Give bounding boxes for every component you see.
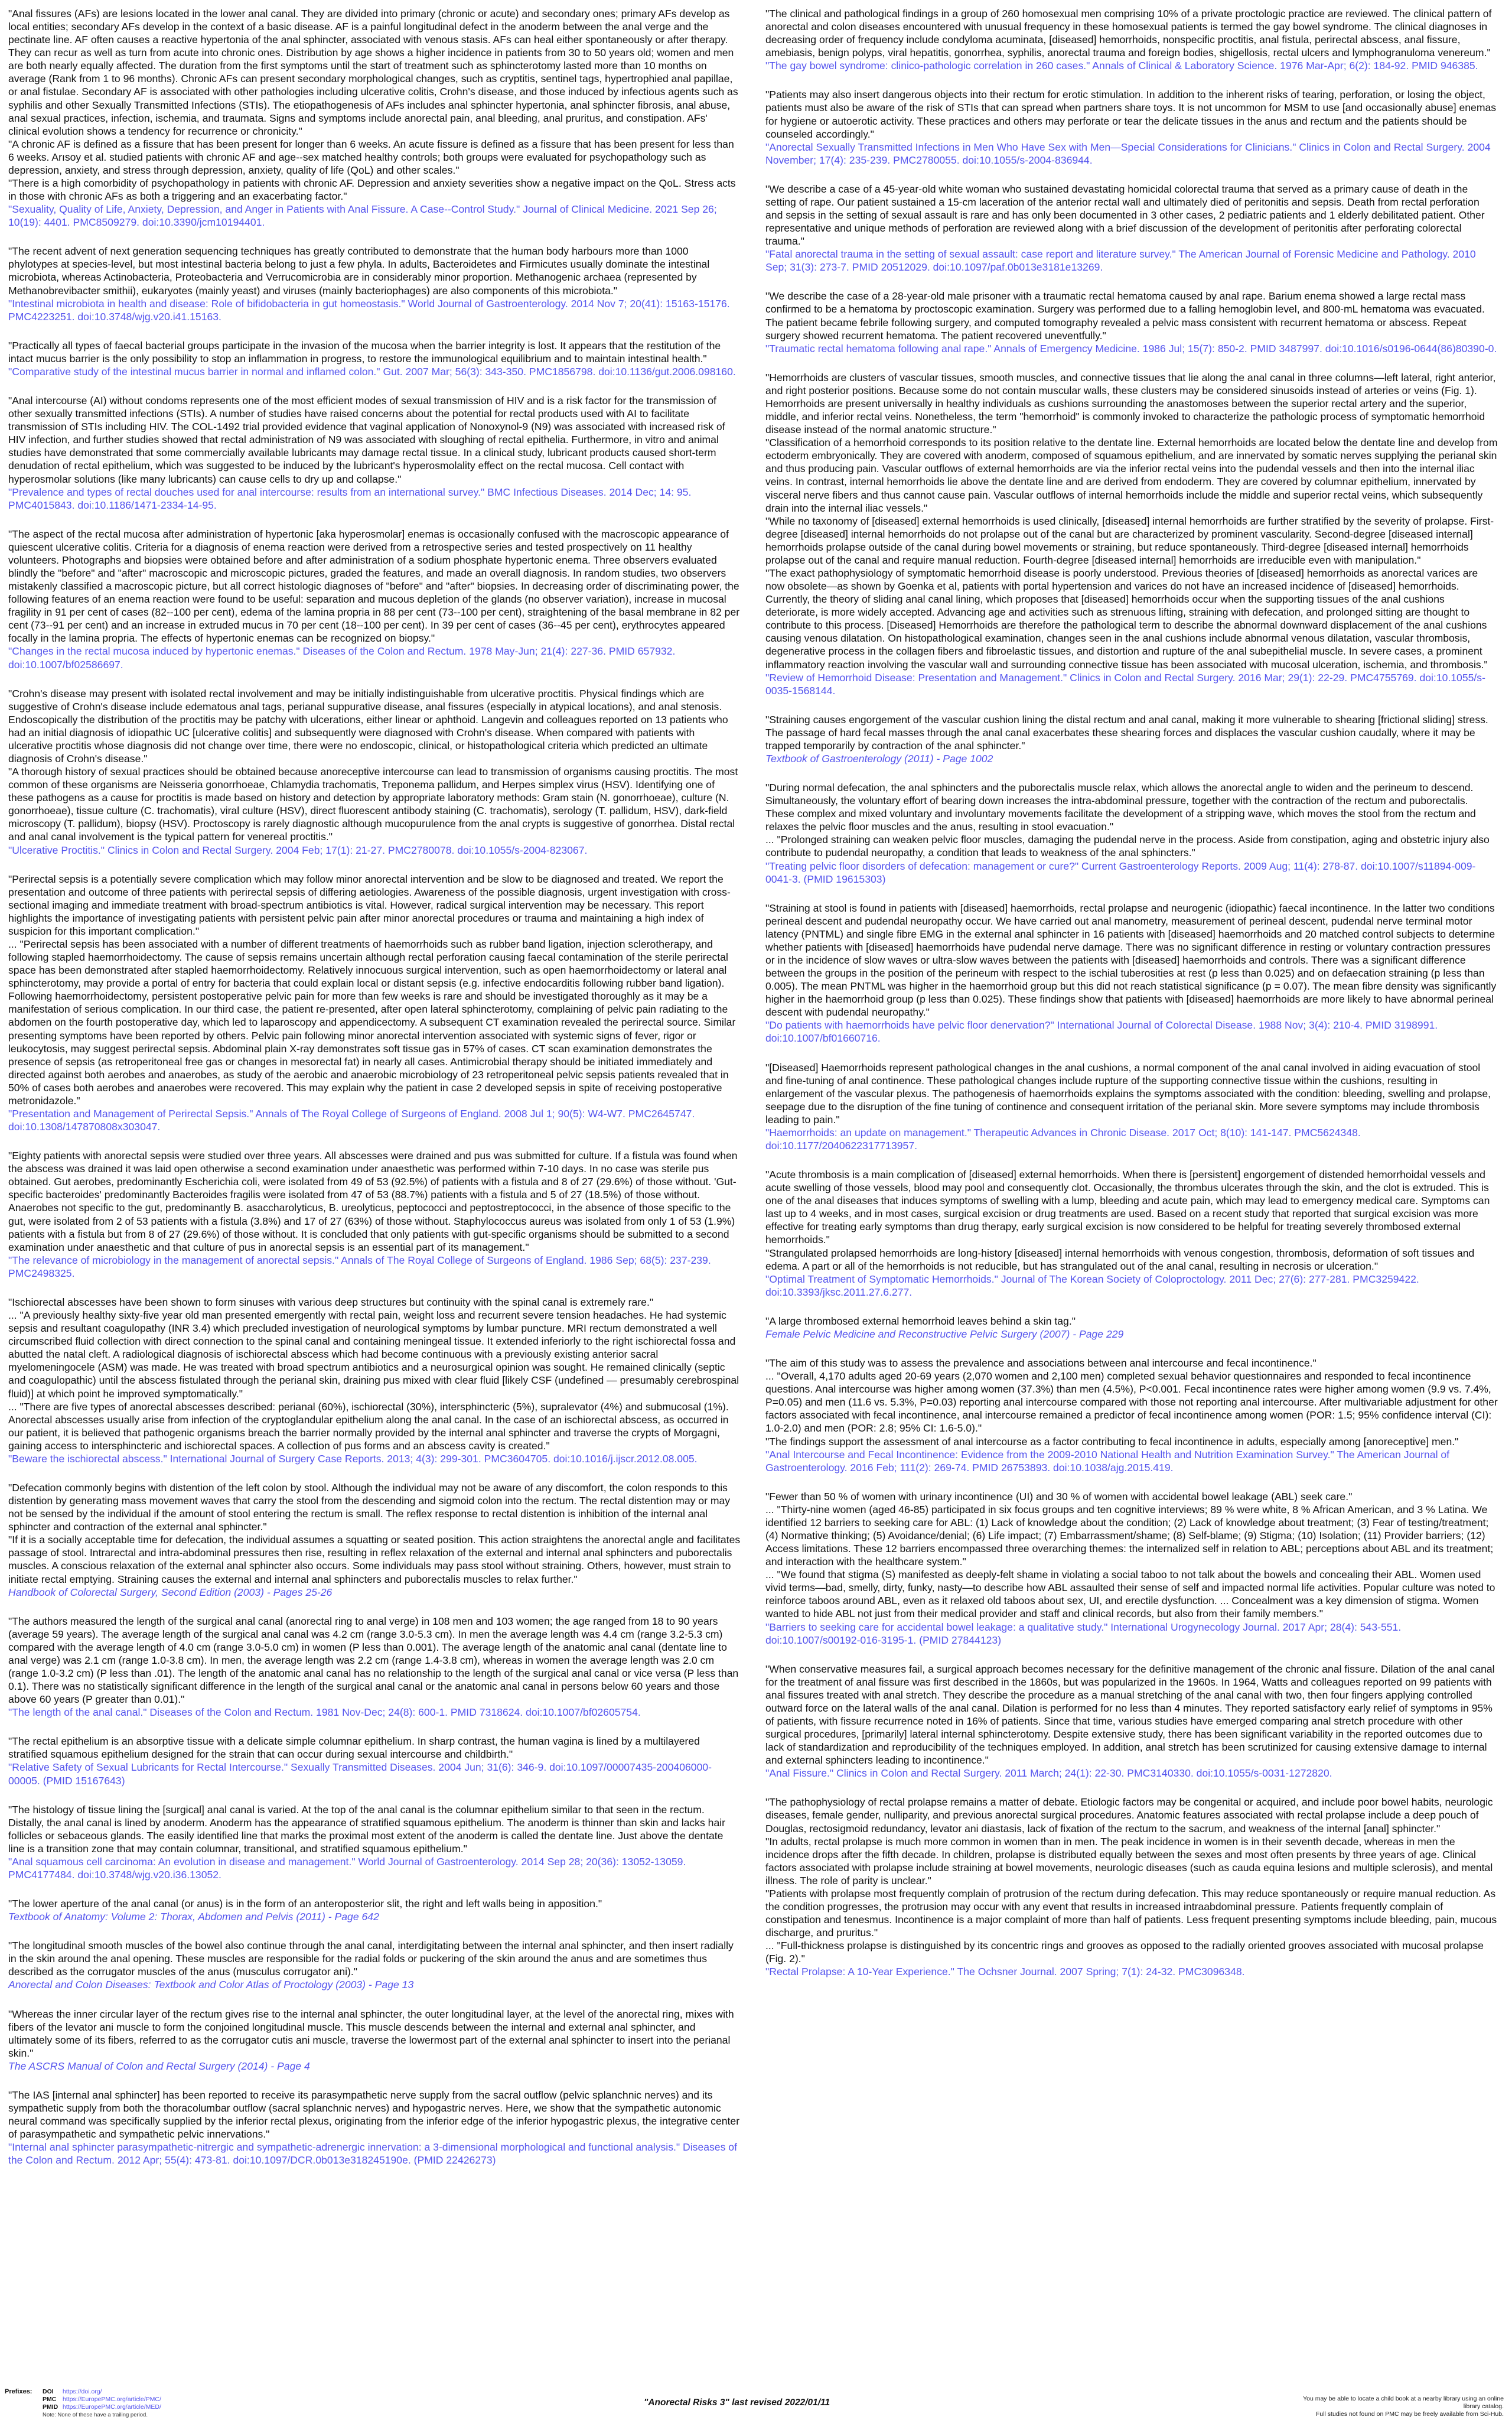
quote-entry (765, 183, 1498, 274)
quote-entry (8, 1735, 741, 1787)
citation-link[interactable]: "Comparative study of the intestinal mucus barrier in normal and inflamed colon." Gut. 2007 Mar; 56(3): 343-350. PMC1856798. doi:10.1136/gut.2006.098160. (8, 365, 736, 378)
quote-entry (765, 1357, 1498, 1474)
quote-paragraph: "The rectal epithelium is an absorptive tissue with a delicate simple columnar epithelium. In sharp contrast, the human vagina is lined by a multilayered stratified squamous epithelium designed for the strain that can occur during sexual intercourse and childbirth." (8, 1735, 700, 1761)
quote-paragraph: "The clinical and pathological findings in a group of 260 homosexual men comprising 10% of a private proctologic practice are reviewed. The clinical pattern of anorectal and colon diseases encountered with unusual frequency in these homosexual patients is termed the gay bowel syndrome. The clinical diagnoses in decreasing order of frequency include condyloma acuminata, [diseased] hemorrhoids, nonspecific proctitis, anal fistula, perirectal abscess, anal fissure, amebiasis, benign polyps, viral hepatitis, gonorrhea, syphilis, anorectal trauma and foreign bodies, shigellosis, rectal ulcers and lymphogranuloma venereum." (765, 8, 1492, 59)
document-title: "Anorectal Risks 3" last revised 2022/01/11 (644, 2398, 830, 2408)
quote-entry (765, 1490, 1498, 1647)
quote-entry (8, 394, 741, 512)
quote-entry (8, 1897, 741, 1923)
quote-paragraph: "We describe the case of a 28-year-old male prisoner with a traumatic rectal hematoma caused by anal rape. Barium enema showed a large rectal mass confirmed to be a hematoma by proctoscopic examination. Surgery was performed due to a falling hemoglobin level, and 800-mL hematoma was evacuated. The patient became febrile following surgery, and computed tomography revealed a pelvic mass consistent with recurrent hematoma or abscess. Repeat surgery showed recurrent hematoma. The patient recovered uneventfully." (765, 290, 1485, 341)
quote-paragraph: "The aspect of the rectal mucosa after administration of hypertonic [aka hyperosmolar] enemas is occasionally confused with the macroscopic appearance of quiescent ulcerative colitis. Criteria for a diagnosis of enema reaction were derived from a retrospective series and tested prospectively on 11 healthy volunteers. Photographs and biopsies were obtained before and after administration of a sodium phosphate hypertonic enema. Three observers evaluated blindly the "before" and "after" macroscopic and microscopic pictures, graded the features, and made an overall diagnosis. In random studies, two observers mistakenly classified a macroscopic picture, but all correct histologic diagnoses of "before" and "after" biopsies. In decreasing order of discriminating power, the following features of an enema reaction were found to be useful: separation and mucous depletion of the glands (no observer variation), increase in mucosal fragility in 91 per cent of cases (82--100 per cent), edema of the lamina propria in 88 per cent (73--100 per cent), straightening of the basal membrane in 82 per cent (73--91 per cent) and an increase in extruded mucus in 70 per cent (18--100 per cent). In 39 per cent of cases (36--45 per cent), erythrocytes appeared focally in the lamina propria. The effects of hypertonic enemas can be recognized on biopsy." (8, 528, 740, 645)
citation-link[interactable]: "Anal Fissure." Clinics in Colon and Rectal Surgery. 2011 March; 24(1): 22-30. PMC3140330. doi:10.1055/s-0031-1272820. (765, 1767, 1332, 1780)
pmc-prefix-link[interactable]: https://EuropePMC.org/article/PMC/ (63, 2396, 161, 2403)
quote-paragraph: "The pathophysiology of rectal prolapse remains a matter of debate. Etiologic factors may be congenital or acquired, and include poor bowel habits, neurologic diseases, female gender, nulliparity, and previous anorectal surgical procedures. Anatomic features associated with rectal prolapse include a deep pouch of Douglas, rectosigmoid redundancy, levator ani diastasis, lack of fixation of the rectum to the sacrum, and weakness of the internal [anal] sphincter." (765, 1796, 1493, 1834)
quote-paragraph: "Patients may also insert dangerous objects into their rectum for erotic stimulation. In addition to the inherent risks of tearing, perforation, or losing the object, patients must also be aware of the risk of STIs that can spread when partners share toys. It is not uncommon for MSM to use [and occasionally abuse] enemas for hygiene or autoerotic activity. These practices and others may perforate or tear the delicate tissues in the anus and rectum and the patients should be counseled accordingly." (765, 89, 1497, 140)
quote-paragraph: ... "There are five types of anorectal abscesses described: perianal (60%), ischiorectal (30%), intersphincteric (5%), supralevator (4%) and submucosal (1%). Anorectal abscesses usually arise from infection of the cryptoglandular epithelium along the anal canal. In the case of an ischiorectal abscess, as occurred in our patient, it is believed that pathogenic organisms breach the barrier normally provided by the internal anal sphincter and traverse the crypts of Morgagni, gaining access to intersphincteric and ischiorectal spaces. A collection of pus forms and an abscess cavity is created." (8, 1400, 729, 1452)
citation-link[interactable]: "The relevance of microbiology in the management of anorectal sepsis." Annals of The Royal College of Surgeons of England. 1986 Sep; 68(5): 237-239. PMC2498325. (8, 1254, 711, 1279)
quote-paragraph: "Anal fissures (AFs) are lesions located in the lower anal canal. They are divided into primary (chronic or acute) and secondary ones; primary AFs develop as local entities; secondary AFs develop in the context of a basic disease. AF is a painful longitudinal defect in the anoderm between the anal verge and the pectinate line. AF often causes a reactive hypertonia of the anal sphincter, associated with venous stasis. AFs can heal either spontaneously or after therapy. They can recur as well as turn from acute into chronic ones. Distribution by age shows a higher incidence in patients from 30 to 50 years old; women and men are both nearly equally affected. The duration from the first symptoms until the start of treatment such as sphincterotomy lasted more than 10 months on average (Rank from 1 to 96 months). Chronic AFs can present secondary morphological changes, such as cryptitis, sentinel tags, hypertrophied anal papillae, or anal fistulae. Secondary AF is associated with other pathologies including ulcerative colitis, Crohn's disease, and those induced by infectious agents such as syphilis and other Sexually Transmitted Infections (STIs). The etiopathogenesis of AFs includes anal sphincter hypertonia, anal sphincter fibrosis, anal abuse, anal sexual practices, infection, ischemia, and traumata. Signs and symptoms include anorectal pain, anal bleeding, anal pruritus, and constipation. AFs' clinical evolution shows a tendency for recurrence or chronicity." (8, 8, 738, 137)
quote-entry (8, 1939, 741, 1991)
citation-link[interactable]: "Rectal Prolapse: A 10-Year Experience." The Ochsner Journal. 2007 Spring; 7(1): 24-32. PMC3096348. (765, 1966, 1245, 1978)
quote-paragraph: "Strangulated prolapsed hemorrhoids are long-history [diseased] internal hemorrhoids with venous congestion, thrombosis, deformation of soft tissues and edema. A part or all of the hemorrhoids is not reducible, but has strangulated out of the anal canal, resulting in necrosis or ulceration." (765, 1247, 1475, 1272)
quote-paragraph: "Acute thrombosis is a main complication of [diseased] external hemorrhoids. When there is [persistent] engorgement of distended hemorrhoidal vessels and acute swelling of those vessels, blood may pool and consequently clot. Occasionally, the thrombus ulcerates through the skin, and the clot is extruded. This is one of the anal diseases that induces symptoms of swelling with a lump, bleeding and acute pain, which may lead to emergency medical care. Symptoms can last up to 4 weeks, and in most cases, surgical excision or drug treatments are used. Based on a recent study that reported that surgical excision was more effective for treating early symptoms than drug therapy, early surgical excision is now considered to be helpful for treating severely thrombosed external hemorrhoids." (765, 1169, 1490, 1246)
citation-link[interactable]: "The gay bowel syndrome: clinico-pathologic correlation in 260 cases." Annals of Clinical & Laboratory Science. 1976 Mar-Apr; 6(2): 184-92. PMID 946385. (765, 60, 1478, 72)
quote-paragraph: "A large thrombosed external hemorrhoid leaves behind a skin tag." (765, 1315, 1076, 1327)
quote-paragraph: ... "Thirty-nine women (aged 46-85) participated in six focus groups and ten cognitive interviews; 89 % were white, 8 % African American, and 3 % Latina. We identified 12 barriers to seeking care for ABL: (1) Lack of knowledge about the condition; (2) Lack of knowledge about treatment; (3) Fear of testing/treatment; (4) Normative thinking; (5) Avoidance/denial; (6) Life impact; (7) Embarrassment/shame; (8) Self-blame; (9) Stigma; (10) Isolation; (11) Provider barriers; (12) Access limitations. These 12 barriers encompassed three overarching themes: the internalized self in relation to ABL; perceptions about ABL and its treatment; and interaction with the healthcare system." (765, 1503, 1494, 1568)
left-column (8, 7, 741, 2182)
citation-link[interactable]: "The length of the anal canal." Diseases of the Colon and Rectum. 1981 Nov-Dec; 24(8): 600-1. PMID 7318624. doi:10.1007/bf02605754. (8, 1706, 641, 1719)
pmc-prefix-row: PMC https://EuropePMC.org/article/PMC/ (43, 2396, 161, 2403)
citation-link[interactable]: "Anal squamous cell carcinoma: An evolution in disease and management." World Journal of Gastroenterology. 2014 Sep 28; 20(36): 13052-13059. PMC4177484. doi:10.3748/wjg.v20.i36.13052. (8, 1855, 686, 1881)
citation-link[interactable]: Textbook of Gastroenterology (2011) - Page 1002 (765, 752, 993, 765)
quote-entry (8, 873, 741, 1134)
citation-link[interactable]: "Presentation and Management of Perirectal Sepsis." Annals of The Royal College of Surgeons of England. 2008 Jul 1; 90(5): W4-W7. PMC2645747. doi:10.1308/147870808x303047. (8, 1108, 695, 1133)
quote-paragraph: "Perirectal sepsis is a potentially severe complication which may follow minor anorectal intervention and be slow to be diagnosed and treated. We report the presentation and outcome of three patients with perirectal sepsis of differing aetiologies. Awareness of the possible diagnosis, urgent investigation with cross-sectional imaging and immediate treatment with broad-spectrum antibiotics is vital. However, radical surgical intervention may be necessary. This report highlights the importance of investigating patients with persistent pelvic pain after minor anorectal procedures or trauma and maintaining a high index of suspicion for this important complication." (8, 873, 731, 937)
quote-entry (765, 371, 1498, 697)
quote-paragraph: "When conservative measures fail, a surgical approach becomes necessary for the definitive management of the chronic anal fissure. Dilation of the anal canal for the treatment of anal fissure was first described in the 1860s, but was popularized in the 1960s. In 1964, Watts and colleagues reported on 99 patients with anal fissures treated with anal stretch. They describe the procedure as a manual stretching of the anal canal with two, then four fingers applying controlled outward force on the lateral walls of the anal canal. Dilation is performed for no less than 4 minutes. They reported satisfactory early relief of symptoms in 95% of patients, with fissure recurrence noted in 16% of patients. Since that time, various studies have emerged comparing anal stretch procedure with other surgical procedures, [primarily] lateral internal sphincterotomy. Despite extensive study, there has been significant variability in the reported outcomes due to lack of standardization and reproducibility of the techniques employed. In addition, anal stretch has been scrutinized for causing extensive damage to internal and external sphincters leading to incontinence." (765, 1663, 1495, 1767)
citation-link[interactable]: "Barriers to seeking care for accidental bowel leakage: a qualitative study." International Urogynecology Journal. 2017 Apr; 28(4): 543-551. doi:10.1007/s00192-016-3195-1. (PMID 27844123) (765, 1621, 1402, 1646)
quote-entry (8, 1296, 741, 1465)
citation-link[interactable]: Handbook of Colorectal Surgery, Second Edition (2003) - Pages 25-26 (8, 1586, 333, 1598)
quote-paragraph: "Defecation commonly begins with distention of the left colon by stool. Although the individual may not be aware of any discomfort, the colon responds to this distention by generating mass movement waves that carry the stool from the descending and sigmoid colon into the rectum. The rectal distention may or may not be sensed by the individual if the amount of stool entering the rectum is small. The reflex response to rectal distention is inhibition of the internal anal sphincter and contraction of the external anal sphincter." (8, 1481, 731, 1533)
library-notice: You may be able to locate a child book at a nearby library using an online library catalog. Full studies not found on PMC may be freely available from Sci-Hub. (1303, 2395, 1504, 2418)
prefixes-note: Note: None of these have a trailing period. (43, 2412, 148, 2418)
citation-link[interactable]: "Relative Safety of Sexual Lubricants for Rectal Intercourse." Sexually Transmitted Diseases. 2004 Jun; 31(6): 346-9. doi:10.1097/00007435-200406000-00005. (PMID 15167643) (8, 1761, 712, 1787)
citation-link[interactable]: "Internal anal sphincter parasympathetic-nitrergic and sympathetic-adrenergic innervation: a 3-dimensional morphological and functional analysis." Diseases of the Colon and Rectum. 2012 Apr; 55(4): 473-81. doi:10.1097/DCR.0b013e318245190e. (PMID 22426273) (8, 2141, 737, 2167)
quote-paragraph: "Fewer than 50 % of women with urinary incontinence (UI) and 30 % of women with accidental bowel leakage (ABL) seek care." (765, 1490, 1353, 1502)
citation-link[interactable]: "Anal Intercourse and Fecal Incontinence: Evidence from the 2009-2010 National Health and Nutrition Examination Survey." The American Journal of Gastroenterology. 2016 Feb; 111(2): 269-74. PMID 26753893. doi:10.1038/ajg.2015.419. (765, 1448, 1450, 1474)
quote-paragraph: ... "Perirectal sepsis has been associated with a number of different treatments of haemorrhoids such as rubber band ligation, injection sclerotherapy, and following stapled haemorrhoidectomy. The cause of sepsis remains uncertain although rectal perforation causing faecal contamination of the sterile perirectal space has been demonstrated after stapled haemorrhoidectomy. Relatively innocuous surgical intervention, such as open haemorrhoidectomy or lateral anal sphincterotomy, may provide a portal of entry for bacteria that could explain local or distant sepsis (e.g. infective endocarditis following rubber band ligation). Following haemorrhoidectomy, persistent postoperative pelvic pain for more than few weeks is rare and should be investigated thoroughly as it may be a manifestation of serious complication. In our third case, the patient re-presented, after open lateral sphincterotomy, complaining of pelvic pain radiating to the abdomen on the fourth postoperative day, which led to laparoscopy and appendicectomy. A subsequent CT examination revealed the perirectal source. Similar presenting symptoms have been reported by others. Pelvic pain following minor anorectal intervention associated with systemic signs of fever, rigor or leukocytosis, may suggest perirectal sepsis. Abdominal plain X-ray demonstrates soft tissue gas in 57% of cases. CT scan examination demonstrates the presence of sepsis (as retroperitoneal free gas or changes in mesorectal fat) in nearly all cases. Antimicrobial therapy should be initiated immediately and directed against both aerobes and anaerobes, as study of the aerobic and anaerobic microbiology of 23 retroperitoneal pelvic sepsis patients revealed that in 50% of cases both aerobes and anaerobes were recovered. This may explain why the patient in case 2 developed sepsis in spite of receiving postoperative metronidazole." (8, 938, 736, 1107)
citation-link[interactable]: "Intestinal microbiota in health and disease: Role of bifidobacteria in gut homeostasis." World Journal of Gastroenterology. 2014 Nov 7; 20(41): 15163-15176. PMC4223251. doi:10.3748/wjg.v20.i41.15163. (8, 297, 730, 323)
citation-link[interactable]: "Prevalence and types of rectal douches used for anal intercourse: results from an international survey." BMC Infectious Diseases. 2014 Dec; 14: 95. PMC4015843. doi:10.1186/1471-2334-14-95. (8, 486, 692, 511)
quote-paragraph: "A thorough history of sexual practices should be obtained because anoreceptive intercourse can lead to transmission of organisms causing proctitis. The most common of these organisms are Neisseria gonorrhoeae, Chlamydia trachomatis, Treponema pallidum, and Herpes simplex virus (HSV). Identifying one of these pathogens as a cause for proctitis is made based on history and detection by appropriate laboratory methods: Gram stain (N. gonorrhoeae), culture (N. gonorrhoeae), tissue culture (C. trachomatis), viral culture (HSV), direct fluorescent antibody staining (C. trachomatis), serology (T. pallidum, HSV), dark-field microscopy (T. pallidum), biopsy (HSV). Proctoscopy is rarely diagnostic although mucopurulence from the anal crypts is suggestive of gonorrhea. Distal rectal and anal canal involvement is the typical pattern for venereal proctitis." (8, 766, 738, 843)
quote-paragraph: ... "We found that stigma (S) manifested as deeply-felt shame in violating a social taboo to not talk about the bowels and concealing their ABL. Women used vivid terms—bad, smelly, dirty, funky, nasty—to describe how ABL assaulted their sense of self and impacted normal life activities. Popular culture was noted to reinforce taboos around ABL, even as it relaxed old taboos about sex, UI, and erectile dysfunction. ... Concealment was a key dimension of stigma. Women wanted to hide ABL not just from their medical provider and staff and clinical records, but also from their family members." (765, 1569, 1495, 1620)
citation-link[interactable]: "Optimal Treatment of Symptomatic Hemorrhoids." Journal of The Korean Society of Coloproctology. 2011 Dec; 27(6): 277-281. PMC3259422. doi:10.3393/jksc.2011.27.6.277. (765, 1273, 1419, 1298)
quote-paragraph: "Straining at stool is found in patients with [diseased] haemorrhoids, rectal prolapse and neurogenic (idiopathic) faecal incontinence. In the latter two conditions perineal descent and pudendal neuropathy occur. We have carried out anal manometry, measurement of perineal descent, pudendal nerve terminal motor latency (PNTML) and single fibre EMG in the external anal sphincter in 16 patients with [diseased] haemorrhoids and 20 matched control subjects to determine whether patients with [diseased] haemorrhoids have pudendal nerve damage. There was no significant difference in resting or voluntary contraction pressures or in the incidence of slow waves or ultra-slow waves between the patients with [diseased] haemorrhoids and controls. There was a significant difference between the groups in the position of the perineum with respect to the ischial tuberosities at rest (p less than 0.025) and on defaecation straining (p less than 0.005). The mean PNTML was higher in the haemorrhoid group but this did not reach statistical significance (p = 0.07). The mean fibre density was significantly higher in the haemorrhoid group (p less than 0.025). These findings show that patients with [diseased] haemorrhoids are more likely to have abnormal perineal descent with pudendal neuropathy." (765, 902, 1497, 1019)
citation-link[interactable]: Anorectal and Colon Diseases: Textbook and Color Atlas of Proctology (2003) - Page 13 (8, 1979, 414, 1991)
prefixes-label: Prefixes: (5, 2388, 32, 2395)
quote-entry (8, 1481, 741, 1599)
quote-paragraph: "Practically all types of faecal bacterial groups participate in the invasion of the mucosa when the barrier integrity is lost. It appears that the restitution of the intact mucus barrier is the only possibility to stop an inflammation in progress, to restore the immunological equilibrium and to maintain intestinal health." (8, 339, 721, 365)
quote-paragraph: "While no taxonomy of [diseased] external hemorrhoids is used clinically, [diseased] internal hemorrhoids are further stratified by the severity of prolapse. First-degree [diseased] internal hemorrhoids do not prolapse out of the canal but are characterized by prominent vascularity. Second-degree [diseased internal] hemorrhoids prolapse outside of the canal during bowel movements or straining, but reduce spontaneously. Third-degree [diseased internal] hemorrhoids prolapse out of the canal and require manual reduction. Fourth-degree [diseased internal] hemorrhoids are irreducible even with manipulation." (765, 515, 1494, 566)
citation-link[interactable]: Textbook of Anatomy: Volume 2: Thorax, Abdomen and Pelvis (2011) - Page 642 (8, 1911, 379, 1923)
quote-entry (8, 528, 741, 671)
quote-paragraph: "The exact pathophysiology of symptomatic hemorrhoid disease is poorly understood. Previous theories of [diseased] hemorrhoids as anorectal varices are now obsolete—as shown by Goenka et al, patients with portal hypertension and varices do not have an increased incidence of [diseased] hemorrhoids. Currently, the theory of sliding anal canal lining, which proposes that [diseased] hemorrhoids occur when the supporting tissues of the anal cushions deteriorate, is more widely accepted. Advancing age and activities such as strenuous lifting, straining with defecation, and prolonged sitting are thought to contribute to this process. [Diseased] Hemorrhoids are therefore the pathological term to describe the abnormal downward displacement of the anal cushions causing venous dilatation. On histopathological examination, changes seen in the anal cushions include abnormal venous dilatation, vascular thrombosis, degenerative process in the collagen fibers and fibroelastic tissues, and distortion and rupture of the anal subepithelial muscle. In severe cases, a prominent inflammatory reaction involving the vascular wall and surrounding connective tissue has been associated with mucosal ulceration, ischemia, and thrombosis." (765, 567, 1488, 671)
right-column (765, 7, 1498, 1994)
quote-entry (765, 7, 1498, 72)
quote-paragraph: "Whereas the inner circular layer of the rectum gives rise to the internal anal sphincter, the outer longitudinal layer, at the level of the anorectal ring, mixes with fibers of the levator ani muscle to form the conjoined longitudinal muscle. This muscle descends between the internal and external anal sphincter, and ultimately some of its fibers, referred to as the corrugator cutis ani muscle, traverse the lowermost part of the external anal sphincter to insert into the perianal skin." (8, 2008, 734, 2059)
quote-paragraph: "Patients with prolapse most frequently complain of protrusion of the rectum during defecation. This may reduce spontaneously or require manual reduction. As the condition progresses, the protrusion may occur with any event that results in increased intraabdominal pressure. Patients frequently complain of constipation and tenesmus. Incontinence is a major complaint of more than half of patients. Less frequent presenting symptoms include bleeding, pain, mucous discharge, and pruritus." (765, 1887, 1497, 1939)
quote-paragraph: "Anal intercourse (AI) without condoms represents one of the most efficient modes of sexual transmission of HIV and is a risk factor for the transmission of other sexually transmitted infections (STIs). A number of studies have raised concerns about the potential for rectal products used with AI to facilitate transmission of STIs including HIV. The COL-1492 trial provided evidence that vaginal application of Nonoxynol-9 (N9) was associated with increased risk of HIV infection, and further studies showed that rectal administration of N9 was associated with sloughing of rectal epithelia. Furthermore, in vitro and animal studies have demonstrated that some commercially available lubricants may damage rectal tissue. In a clinical study, lubricant products caused short-term denudation of rectal epithelium, which was suggested to be induced by the lubricant's hyperosmolality effect on the rectal mucosa. Cell contact with hyperosmolar solutions (like many lubricants) can cause cells to dry up and collapse." (8, 395, 725, 485)
page-footer (0, 2375, 1512, 2420)
quote-entry (765, 1168, 1498, 1299)
quote-paragraph: "There is a high comorbidity of psychopathology in patients with chronic AF. Depression and anxiety severities show a negative impact on the QoL. Stress acts in those with chronic AFs as both a triggering and an exacerbating factor." (8, 177, 736, 203)
citation-link[interactable]: "Review of Hemorrhoid Disease: Presentation and Management." Clinics in Colon and Rectal Surgery. 2016 Mar; 29(1): 22-29. PMC4755769. doi:10.1055/s-0035-1568144. (765, 671, 1485, 697)
citation-link[interactable]: "Do patients with haemorrhoids have pelvic floor denervation?" International Journal of Colorectal Disease. 1988 Nov; 3(4): 210-4. PMID 3198991. doi:10.1007/bf01660716. (765, 1019, 1438, 1045)
quote-entry (765, 290, 1498, 354)
quote-entry (765, 902, 1498, 1045)
quote-paragraph: "Classification of a hemorrhoid corresponds to its position relative to the dentate line. External hemorrhoids are located below the dentate line and develop from ectoderm embryonically. They are covered with anoderm, composed of squamous epithelium, and are innervated by somatic nerves supplying the perianal skin and thus producing pain. Vascular outflows of external hemorrhoids are via the inferior rectal veins into the pudendal vessels and then into the internal iliac veins. In contrast, internal hemorrhoids lie above the dentate line and are derived from endoderm. They are covered by columnar epithelium, innervated by visceral nerve fibers and thus cannot cause pain. Vascular outflows of internal hemorrhoids include the middle and superior rectal veins, which subsequently drain into the internal iliac vessels." (765, 437, 1498, 514)
quote-paragraph: "Eighty patients with anorectal sepsis were studied over three years. All abscesses were drained and pus was submitted for culture. If a fistula was found when the abscess was drained it was laid open otherwise a second examination under anaesthetic was performed within 7-10 days. In no case was sterile pus obtained. Gut aerobes, predominantly Escherichia coli, were isolated from 49 of 53 (92.5%) of patients with a fistula and 8 of 27 (29.6%) of those without. 'Gut-specific bacteroides' predominantly Bacteroides fragilis were isolated from 47 of 53 (88.7%) patients with a fistula and 5 of 27 (18.5%) of those without. Anaerobes not specific to the gut, predominantly B. asaccharolyticus, B. ureolyticus, peptococci and peptostreptococci, in the absence of those specific to the gut, were isolated from 2 of 53 patients with a fistula (3.8%) and 17 of 27 (63%) of those without. Staphylococcus aureus was isolated from only 1 of 53 (1.9%) patients with a fistula but from 8 of 27 (29.6%) of those without. It is concluded that only patients with gut-specific organisms should be submitted to a second examination under anaesthetic and that culture of pus in anorectal sepsis is an essential part of its management." (8, 1150, 738, 1253)
quote-entry (8, 339, 741, 378)
quote-paragraph: "The lower aperture of the anal canal (or anus) is in the form of an anteroposterior slit, the right and left walls being in apposition." (8, 1898, 602, 1910)
quote-paragraph: "The recent advent of next generation sequencing techniques has greatly contributed to demonstrate that the human body harbours more than 1000 phylotypes at species-level, but most intestinal bacteria belong to just a few phyla. In adults, Bacteroidetes and Firmicutes usually dominate the intestinal microbiota, whereas Actinobacteria, Proteobacteria and Verrucomicrobia are in considerably minor proportion. Methanogenic archaea (represented by Methanobrevibacter smithii), eukaryotes (mainly yeast) and viruses (mainly bacteriophages) are also components of this microbiota." (8, 245, 710, 297)
quote-paragraph: "The IAS [internal anal sphincter] has been reported to receive its parasympathetic nerve supply from the sacral outflow (pelvic splanchnic nerves) and its sympathetic supply from both the thoracolumbar outflow (sacral splanchnic nerves) and hypogastric nerves. Here, we show that the sympathetic autonomic neural command was specifically supplied by the inferior rectal plexus, originating from the inferior edge of the inferior hypogastric plexus, the integrative center of parasympathetic and sympathetic pelvic innervations." (8, 2089, 740, 2141)
quote-paragraph: "During normal defecation, the anal sphincters and the puborectalis muscle relax, which allows the anorectal angle to widen and the perineum to descend. Simultaneously, the voluntary effort of bearing down increases the intra-abdominal pressure, together with the contraction of the rectum and puborectalis. These complex and mixed voluntary and involuntary movements facilitate the development of a stripping wave, which moves the stool from the rectum and relaxes the pelvic floor muscles and the anus, resulting in stool evacuation." (765, 782, 1476, 833)
pmid-prefix-link[interactable]: https://EuropePMC.org/article/MED/ (63, 2403, 161, 2411)
citation-link[interactable]: "Anorectal Sexually Transmitted Infections in Men Who Have Sex with Men—Special Considerations for Clinicians." Clinics in Colon and Rectal Surgery. 2004 November; 17(4): 235-239. PMC2780055. doi:10.1055/s-2004-836944. (765, 141, 1491, 166)
quote-paragraph: "A chronic AF is defined as a fissure that has been present for longer than 6 weeks. An acute fissure is defined as a fissure that has been present for less than 6 weeks. Arısoy et al. studied patients with chronic AF and age--sex matched healthy controls; both groups were evaluated for psychopathology such as depression, anxiety, and stress through depression, anxiety, quality of life (QoL) and other scales." (8, 138, 734, 176)
citation-link[interactable]: "Haemorrhoids: an update on management." Therapeutic Advances in Chronic Disease. 2017 Oct; 8(10): 141-147. PMC5624348. doi:10.1177/2040622317713957. (765, 1126, 1361, 1152)
quote-entry (8, 2089, 741, 2167)
quote-paragraph: "Crohn's disease may present with isolated rectal involvement and may be initially indistinguishable from ulcerative proctitis. Physical findings which are suggestive of Crohn's disease include edematous anal tags, perianal suppurative disease, anal fissures (especially in atypical locations), and anal stenosis. Endoscopically the distribution of the proctitis may be patchy with ulcerations, either linear or aphthoid. Langevin and colleagues reported on 13 patients who had an initial diagnosis of idiopathic UC [ulcerative colitis] and subsequently were diagnosed with Crohn's disease. When compared with patients with ulcerative proctitis whose diagnosis did not change over time, there were no endoscopic, clinical, or histopathological criteria which predicted an ultimate diagnosis of Crohn's disease." (8, 687, 728, 765)
citation-link[interactable]: "Ulcerative Proctitis." Clinics in Colon and Rectal Surgery. 2004 Feb; 17(1): 21-27. PMC2780078. doi:10.1055/s-2004-823067. (8, 844, 588, 856)
citation-link[interactable]: "Sexuality, Quality of Life, Anxiety, Depression, and Anger in Patients with Anal Fissure. A Case--Control Study." Journal of Clinical Medicine. 2021 Sep 26; 10(19): 4401. PMC8509279. doi:10.3390/jcm10194401. (8, 203, 717, 229)
quote-entry (8, 687, 741, 857)
quote-entry (8, 7, 741, 229)
pmid-prefix-row: PMID https://EuropePMC.org/article/MED/ (43, 2403, 161, 2411)
quote-paragraph: ... "Prolonged straining can weaken pelvic floor muscles, damaging the pudendal nerve in the process. Aside from constipation, aging and obstetric injury also contribute to pudendal neuropathy, a condition that leads to weakness of the anal sphincters." (765, 834, 1490, 859)
quote-entry (765, 1061, 1498, 1153)
citation-link[interactable]: "Changes in the rectal mucosa induced by hypertonic enemas." Diseases of the Colon and Rectum. 1978 May-Jun; 21(4): 227-36. PMID 657932. doi:10.1007/bf02586697. (8, 645, 676, 671)
quote-entry (8, 1803, 741, 1881)
quote-paragraph: ... "A previously healthy sixty-five year old man presented emergently with rectal pain, weight loss and recurrent severe tension headaches. He had systemic sepsis and resultant coagulopathy (INR 3.4) which precluded investigation of neurological symptoms by lumbar puncture. MRI rectum demonstrated a well circumscribed fluid collection with direct connection to the spinal canal and containing meningeal tissue. It extended inferiorly to the right ischiorectal fossa and abutted the natal cleft. A radiological diagnosis of ischiorectal abscess which had become continuous with a previously existing anterior sacral myelomeningocele (ASM) was made. He was treated with broad spectrum antibiotics and a neurosurgical opinion was sought. He remained clinically (septic and coagulopathic) until the abscess fistulated through the perianal skin, draining pus mixed with clear fluid [likely CSF (undefined — presumably cerebrospinal fluid)] at which point he improved symptomatically." (8, 1309, 739, 1400)
quote-entry (765, 1663, 1498, 1780)
quote-paragraph: "If it is a socially acceptable time for defecation, the individual assumes a squatting or seated position. This action straightens the anorectal angle and facilitates passage of stool. Intrarectal and intra-abdominal pressures then rise, resulting in reflex relaxation of the external and internal anal sphincters and puborectalis muscles. A conscious relaxation of the external anal sphincter also occurs. Some individuals may pass stool without straining. Others, however, must strain to initiate rectal emptying. Straining causes the external and internal anal sphincters and puborectalis muscles to relax further." (8, 1534, 741, 1585)
quote-paragraph: ... "Overall, 4,170 adults aged 20-69 years (2,070 women and 2,100 men) completed sexual behavior questionnaires and responded to fecal incontinence questions. Anal intercourse was higher among women (37.3%) than men (4.5%), P<0.001. Fecal incontinence rates were higher among women (9.9 vs. 7.4%, P=0.05) and men (11.6 vs. 5.3%, P=0.03) reporting anal intercourse compared with those not reporting anal intercourse. After multivariable adjustment for other factors associated with fecal incontinence, anal intercourse remained a predictor of fecal incontinence among women (POR: 1.5; 95% confidence interval (CI): 1.0-2.0) and men (POR: 2.8; 95% CI: 1.6-5.0)." (765, 1370, 1498, 1435)
quote-entry (8, 245, 741, 323)
citation-link[interactable]: "Fatal anorectal trauma in the setting of sexual assault: case report and literature survey." The American Journal of Forensic Medicine and Pathology. 2010 Sep; 31(3): 273-7. PMID 20512029. doi:10.1097/paf.0b013e3181e13269. (765, 248, 1476, 274)
quote-entry (765, 1315, 1498, 1341)
doi-prefix-link[interactable]: https://doi.org/ (63, 2388, 102, 2395)
quote-paragraph: ... "Full-thickness prolapse is distinguished by its concentric rings and grooves as opposed to the radially oriented grooves associated with mucosal prolapse (Fig. 2)." (765, 1940, 1484, 1965)
quote-entry (765, 88, 1498, 166)
quote-paragraph: "In adults, rectal prolapse is much more common in women than in men. The peak incidence in women is in their seventh decade, whereas in men the incidence drops after the fifth decade. In children, prolapse is distributed equally between the sexes and most often presents by three years of age. Clinical factors associated with prolapse include straining at bowel movements, neurologic diseases (such as cauda equina lesions and multiple sclerosis), and mental illness. The role of parity is unclear." (765, 1835, 1493, 1886)
quote-paragraph: "The findings support the assessment of anal intercourse as a factor contributing to fecal incontinence in adults, especially among [anoreceptive] men." (765, 1435, 1459, 1448)
quote-entry (8, 1615, 741, 1719)
quote-paragraph: "[Diseased] Haemorrhoids represent pathological changes in the anal cushions, a normal component of the anal canal involved in aiding evacuation of stool and fine-tuning of anal continence. These pathological changes include rupture of the supporting connective tissue within the cushions, resulting in enlargement of the vascular plexus. The pathogenesis of haemorrhoids explains the symptoms associated with the condition: bleeding, swelling and prolapse, seepage due to the disruption of the fine tuning of continence and consequent irritation of the perianal skin. More severe symptoms may include thrombosis leading to pain." (765, 1061, 1491, 1126)
quote-entry (765, 713, 1498, 765)
quote-paragraph: "Hemorrhoids are clusters of vascular tissues, smooth muscles, and connective tissues that lie along the anal canal in three columns—left lateral, right anterior, and right posterior positions. Because some do not contain muscular walls, these clusters may be considered sinusoids instead of arteries or veins (Fig. 1). Hemorrhoids are present universally in healthy individuals as cushions surrounding the anastomoses between the superior rectal artery and the superior, middle, and inferior rectal veins. Nonetheless, the term "hemorrhoid" is commonly invoked to characterize the pathologic process of symptomatic hemorrhoid disease instead of the normal anatomic structure." (765, 371, 1496, 436)
doi-prefix-row: DOI https://doi.org/ (43, 2388, 102, 2395)
quote-entry (765, 781, 1498, 886)
quote-paragraph: "Ischiorectal abscesses have been shown to form sinuses with various deep structures but continuity with the spinal canal is extremely rare." (8, 1296, 654, 1308)
quote-entry (765, 1796, 1498, 1978)
quote-paragraph: "The authors measured the length of the surgical anal canal (anorectal ring to anal verge) in 108 men and 103 women; the age ranged from 18 to 90 years (average 59 years). The average length of the surgical anal canal was 4.2 cm (range 3.0-5.3 cm). In men the average length was 4.4 cm (range 3.2-5.3 cm) compared with the average length of 4.0 cm (range 3.0-5.0 cm) in women (P less than 0.001). The average length of the anatomic anal canal (dentate line to anal verge) was 2.1 cm (range 1.0-3.8 cm). In men, the average length was 2.2 cm (range 1.4-3.8 cm), whereas in women the average length was 2.0 cm (range 1.0-3.2 cm) (P less than .01). The length of the anatomic anal canal has no relationship to the length of the surgical anal canal or vice versa (P less than 0.1). There was no statistically significant difference in the length of the surgical anal canal or the anatomic anal canal in persons below 60 years and those above 60 years (P greater than 0.01)." (8, 1615, 739, 1706)
quote-entry (8, 2008, 741, 2073)
citation-link[interactable]: "Treating pelvic floor disorders of defecation: management or cure?" Current Gastroenterology Reports. 2009 Aug; 11(4): 278-87. doi:10.1007/s11894-009-0041-3. (PMID 19615303) (765, 860, 1476, 885)
quote-paragraph: "The aim of this study was to assess the prevalence and associations between anal intercourse and fecal incontinence." (765, 1357, 1317, 1370)
quote-paragraph: "The histology of tissue lining the [surgical] anal canal is varied. At the top of the anal canal is the columnar epithelium similar to that seen in the rectum. Distally, the anal canal is lined by anoderm. Anoderm has the appearance of stratified squamous epithelium. The anoderm is thinner than skin and lacks hair follicles or sebaceous glands. The easily identified line that marks the proximal most extent of the anoderm is called the dentate line. Just above the dentate line is a transition zone that may contain columnar, transitional, and stratified squamous epithelium." (8, 1803, 726, 1855)
citation-link[interactable]: The ASCRS Manual of Colon and Rectal Surgery (2014) - Page 4 (8, 2060, 310, 2072)
citation-link[interactable]: "Beware the ischiorectal abscess." International Journal of Surgery Case Reports. 2013; 4(3): 299-301. PMC3604705. doi:10.1016/j.ijscr.2012.08.005. (8, 1452, 698, 1465)
quote-entry (8, 1149, 741, 1280)
quote-paragraph: "Straining causes engorgement of the vascular cushion lining the distal rectum and anal canal, making it more vulnerable to shearing [frictional sliding] stress. The passage of hard fecal masses through the anal canal exacerbates these shearing forces and displaces the vascular cushion caudally, where it may be trapped temporarily by contraction of the anal sphincter." (765, 713, 1488, 752)
quote-paragraph: "We describe a case of a 45-year-old white woman who sustained devastating homicidal colorectal trauma that served as a primary cause of death in the setting of rape. Our patient sustained a 15-cm laceration of the anterior rectal wall and ultimately died of peritonitis and sepsis. Death from rectal perforation and sepsis in the setting of sexual assault is rare and has only been documented in 3 other cases, 2 pediatric patients and 1 elderly debilitated patient. Other representative and unique methods of perforation are reviewed along with a brief discussion of the development of peritonitis after perforating colorectal trauma." (765, 183, 1485, 248)
citation-link[interactable]: Female Pelvic Medicine and Reconstructive Pelvic Surgery (2007) - Page 229 (765, 1328, 1124, 1340)
quote-paragraph: "The longitudinal smooth muscles of the bowel also continue through the anal canal, interdigitating between the internal anal sphincter, and then insert radially in the skin around the anal opening. These muscles are responsible for the radial folds or puckering of the skin around the anus and are sometimes thus described as the corrugator muscles of the anus (musculus corrugator ani)." (8, 1940, 734, 1978)
citation-link[interactable]: "Traumatic rectal hematoma following anal rape." Annals of Emergency Medicine. 1986 Jul; 15(7): 850-2. PMID 3487997. doi:10.1016/s0196-0644(86)80390-0. (765, 342, 1497, 354)
